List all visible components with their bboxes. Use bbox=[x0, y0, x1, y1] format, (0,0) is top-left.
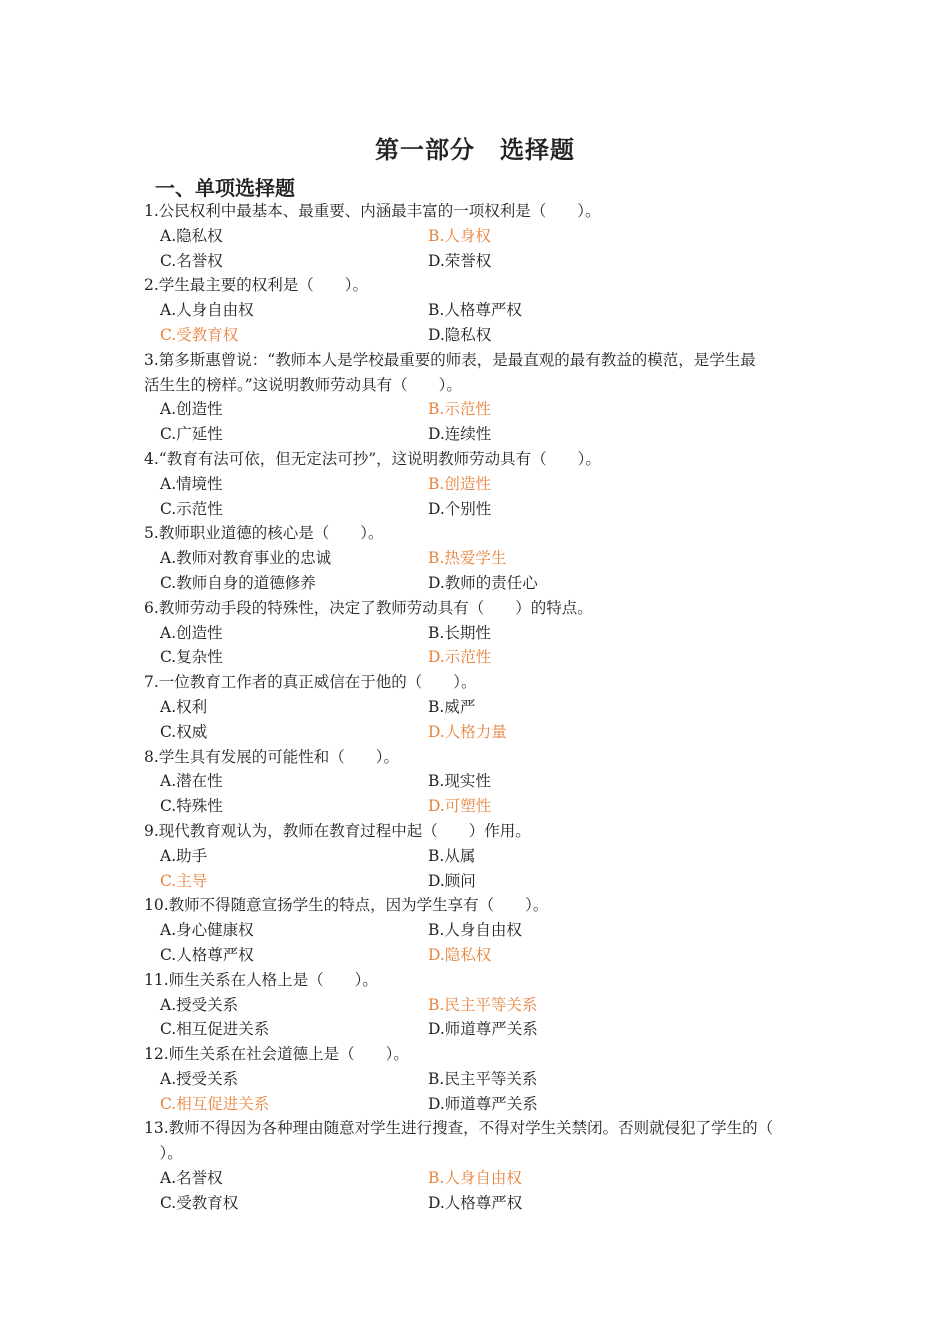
option-row bbox=[144, 621, 824, 646]
option: D.师道尊严关系 bbox=[428, 1020, 538, 1039]
option: A.授受关系 bbox=[160, 1069, 239, 1088]
option: A.名誉权 bbox=[160, 1169, 223, 1188]
question-stem: 12.师生关系在社会道德上是（ ）。 bbox=[144, 1045, 409, 1064]
option: C.权威 bbox=[160, 722, 208, 741]
question-item bbox=[144, 521, 824, 595]
question-list bbox=[144, 199, 824, 1216]
option: B.人格尊严权 bbox=[428, 301, 522, 320]
option-correct-answer: D.人格力量 bbox=[428, 722, 507, 741]
option-correct-answer: C.相互促进关系 bbox=[160, 1094, 270, 1113]
option: D.荣誉权 bbox=[428, 251, 492, 270]
option: A.创造性 bbox=[160, 400, 223, 419]
option-row bbox=[144, 298, 824, 323]
option-row bbox=[144, 472, 824, 497]
option-correct-answer: C.主导 bbox=[160, 871, 208, 890]
option-correct-answer: B.热爱学生 bbox=[428, 549, 507, 568]
option-row bbox=[144, 497, 824, 522]
option: A.人身自由权 bbox=[160, 301, 254, 320]
option-row bbox=[144, 323, 824, 348]
option: B.民主平等关系 bbox=[428, 1069, 538, 1088]
question-stem: 11.师生关系在人格上是（ ）。 bbox=[144, 970, 378, 989]
question-stem: 13.教师不得因为各种理由随意对学生进行搜查，不得对学生关禁闭。否则就侵犯了学生的（ bbox=[144, 1119, 774, 1138]
option-row bbox=[144, 869, 824, 894]
option: D.个别性 bbox=[428, 499, 492, 518]
question-stem: 2.学生最主要的权利是（ ）。 bbox=[144, 276, 369, 295]
option: B.人身自由权 bbox=[428, 921, 522, 940]
part-title: 第一部分 选择题 bbox=[375, 136, 575, 164]
question-item bbox=[144, 819, 824, 893]
option-row bbox=[144, 1092, 824, 1117]
option-correct-answer: C.受教育权 bbox=[160, 325, 239, 344]
option: B.长期性 bbox=[428, 623, 491, 642]
option-correct-answer: D.示范性 bbox=[428, 648, 492, 667]
question-item bbox=[144, 1116, 824, 1215]
question-stem: 9.现代教育观认为，教师在教育过程中起（ ）作用。 bbox=[144, 821, 531, 840]
option-row bbox=[144, 844, 824, 869]
option-row bbox=[144, 993, 824, 1018]
question-item bbox=[144, 670, 824, 744]
option: D.教师的责任心 bbox=[428, 573, 538, 592]
option-row bbox=[144, 1067, 824, 1092]
option: C.受教育权 bbox=[160, 1193, 239, 1212]
question-stem: ）。 bbox=[144, 1144, 183, 1163]
option: A.身心健康权 bbox=[160, 921, 254, 940]
question-item bbox=[144, 273, 824, 347]
option-row bbox=[144, 794, 824, 819]
option-row bbox=[144, 546, 824, 571]
question-stem: 7.一位教育工作者的真正威信在于他的（ ）。 bbox=[144, 673, 477, 692]
option: D.人格尊严权 bbox=[428, 1193, 523, 1212]
option-correct-answer: B.人身权 bbox=[428, 226, 491, 245]
option: A.权利 bbox=[160, 697, 208, 716]
option-correct-answer: B.人身自由权 bbox=[428, 1169, 522, 1188]
option: C.教师自身的道德修养 bbox=[160, 573, 316, 592]
option: A.情境性 bbox=[160, 474, 223, 493]
question-item bbox=[144, 596, 824, 670]
option-row bbox=[144, 769, 824, 794]
option: A.授受关系 bbox=[160, 995, 239, 1014]
option-correct-answer: B.示范性 bbox=[428, 400, 491, 419]
option-correct-answer: B.创造性 bbox=[428, 474, 491, 493]
option: C.广延性 bbox=[160, 425, 223, 444]
option-row bbox=[144, 1166, 824, 1191]
question-item bbox=[144, 893, 824, 967]
option: A.潜在性 bbox=[160, 772, 223, 791]
question-stem: 3.第多斯惠曾说：“教师本人是学校最重要的师表，是最直观的最有教益的模范，是学生最 bbox=[144, 350, 756, 369]
option-row bbox=[144, 943, 824, 968]
option-row bbox=[144, 397, 824, 422]
option: C.相互促进关系 bbox=[160, 1020, 270, 1039]
option-row bbox=[144, 645, 824, 670]
option: C.示范性 bbox=[160, 499, 223, 518]
option-correct-answer: D.可塑性 bbox=[428, 797, 492, 816]
option: C.特殊性 bbox=[160, 797, 223, 816]
option-row bbox=[144, 224, 824, 249]
question-item bbox=[144, 447, 824, 521]
option-row bbox=[144, 720, 824, 745]
option-row bbox=[144, 918, 824, 943]
option-row bbox=[144, 1191, 824, 1216]
question-stem: 8.学生具有发展的可能性和（ ）。 bbox=[144, 747, 400, 766]
option-row bbox=[144, 422, 824, 447]
option: C.人格尊严权 bbox=[160, 945, 254, 964]
option: D.顾问 bbox=[428, 871, 476, 890]
option: C.复杂性 bbox=[160, 648, 223, 667]
question-stem: 活生生的榜样。”这说明教师劳动具有（ ）。 bbox=[144, 375, 462, 394]
option-correct-answer: D.隐私权 bbox=[428, 945, 492, 964]
option: D.隐私权 bbox=[428, 325, 492, 344]
question-stem: 10.教师不得随意宣扬学生的特点，因为学生享有（ ）。 bbox=[144, 896, 549, 915]
option-row bbox=[144, 695, 824, 720]
question-item bbox=[144, 348, 824, 447]
option: A.创造性 bbox=[160, 623, 223, 642]
option: A.教师对教育事业的忠诚 bbox=[160, 549, 332, 568]
option: A.助手 bbox=[160, 846, 208, 865]
question-stem: 6.教师劳动手段的特殊性，决定了教师劳动具有（ ）的特点。 bbox=[144, 598, 593, 617]
option-row bbox=[144, 571, 824, 596]
option-row bbox=[144, 249, 824, 274]
option: B.威严 bbox=[428, 697, 476, 716]
question-stem: 1.公民权利中最基本、最重要、内涵最丰富的一项权利是（ ）。 bbox=[144, 202, 601, 220]
option-correct-answer: B.民主平等关系 bbox=[428, 995, 538, 1014]
question-item bbox=[144, 968, 824, 1042]
question-stem: 5.教师职业道德的核心是（ ）。 bbox=[144, 524, 384, 543]
option: D.连续性 bbox=[428, 425, 492, 444]
question-stem: 4.“教育有法可依，但无定法可抄”，这说明教师劳动具有（ ）。 bbox=[144, 449, 601, 468]
option: A.隐私权 bbox=[160, 226, 223, 245]
question-item bbox=[144, 745, 824, 819]
option: D.师道尊严关系 bbox=[428, 1094, 538, 1113]
question-item bbox=[144, 199, 824, 273]
option-row bbox=[144, 1017, 824, 1042]
option: B.现实性 bbox=[428, 772, 491, 791]
section-title: 一、单项选择题 bbox=[155, 176, 295, 200]
option: B.从属 bbox=[428, 846, 476, 865]
question-item bbox=[144, 1042, 824, 1116]
option: C.名誉权 bbox=[160, 251, 223, 270]
